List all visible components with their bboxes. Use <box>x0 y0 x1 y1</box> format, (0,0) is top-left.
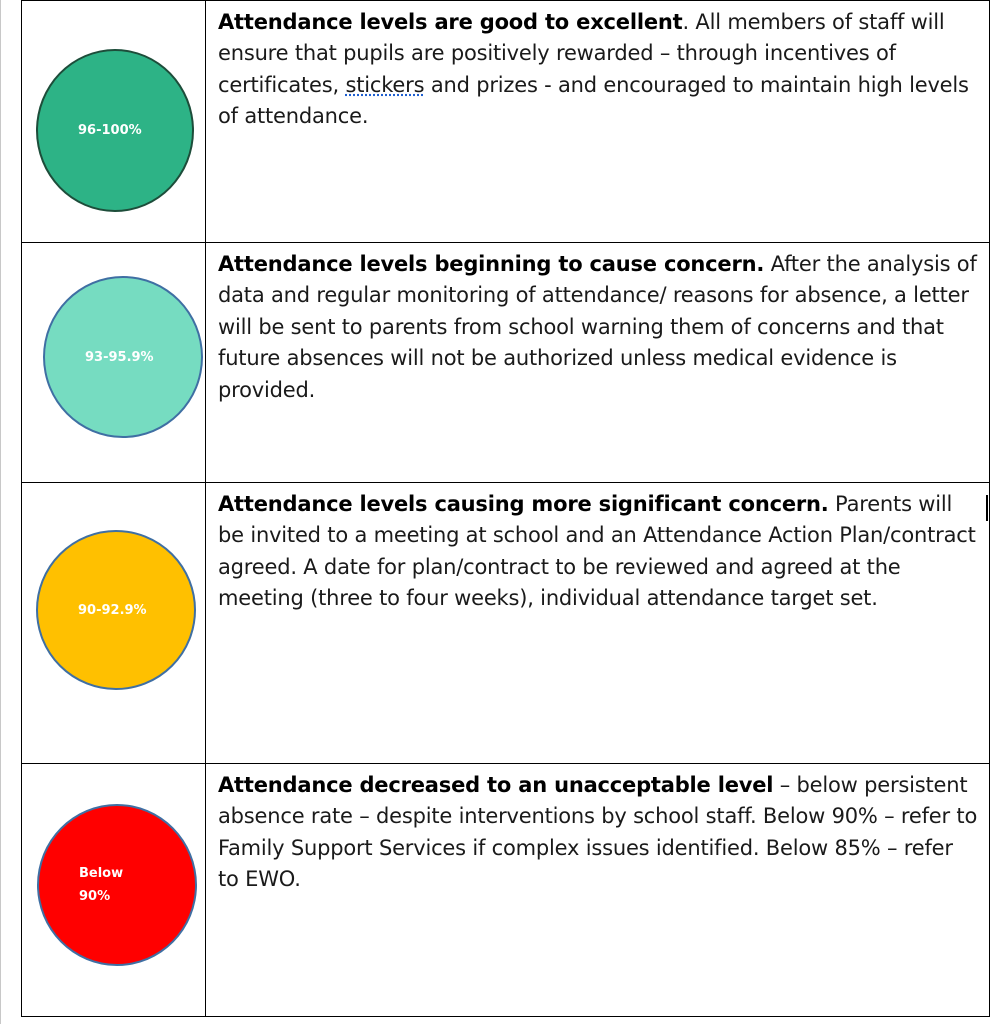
table-row <box>22 243 990 483</box>
status-circle-green <box>36 49 194 212</box>
description-cell <box>206 1 990 243</box>
description-cell <box>206 483 990 764</box>
table-row <box>22 483 990 764</box>
row-heading: Attendance levels are good to excellent <box>218 10 683 34</box>
spellcheck-word[interactable]: stickers <box>345 72 425 97</box>
circle-cell <box>22 243 206 483</box>
attendance-thresholds-table <box>21 0 990 1017</box>
page-edge <box>0 0 1 1024</box>
status-circle-light-green <box>43 276 203 438</box>
circle-label-line-1: Below <box>79 866 124 881</box>
circle-label: 96-100% <box>78 123 142 138</box>
description-cell <box>206 243 990 483</box>
row-body: . All members of staff will ensure that pupils are positively rewarded – through incentives of certificates, <box>218 10 945 97</box>
status-circle-amber <box>36 530 196 690</box>
row-body: After the analysis of data and regular monitoring of attendance/ reasons for absence, a letter will be sent to parents from school warning them of concerns and that future absences will not be authorized unless medical evidence is provided. <box>218 252 977 402</box>
circle-label: 90-92.9% <box>78 602 147 618</box>
circle-cell <box>22 764 206 1017</box>
table-row <box>22 1 990 243</box>
table-row <box>22 764 990 1017</box>
text-cursor <box>986 495 988 521</box>
circle-label: 93-95.9% <box>85 349 154 365</box>
row-body: – below persistent absence rate – despite interventions by school staff. Below 90% – refer to Family Support Services if complex issues identified. Below 85% – refer to EWO. <box>218 773 978 892</box>
description-cell <box>206 764 990 1017</box>
circle-label <box>79 862 123 908</box>
row-body: Parents will be invited to a meeting at school and an Attendance Action Plan/contract agreed. A date for plan/contract to be reviewed and agreed at the meeting (three to four weeks), individual attendance target set. <box>218 492 976 611</box>
circle-label-line-2: 90% <box>79 889 111 904</box>
circle-cell <box>22 1 206 243</box>
row-heading: Attendance levels causing more significant concern. <box>218 492 829 516</box>
row-heading: Attendance levels beginning to cause concern. <box>218 252 765 276</box>
row-body-continued: and prizes - and encouraged to maintain high levels of attendance. <box>218 72 969 129</box>
status-circle-red <box>37 804 197 966</box>
row-heading: Attendance decreased to an unacceptable level <box>218 773 774 797</box>
circle-cell <box>22 483 206 764</box>
